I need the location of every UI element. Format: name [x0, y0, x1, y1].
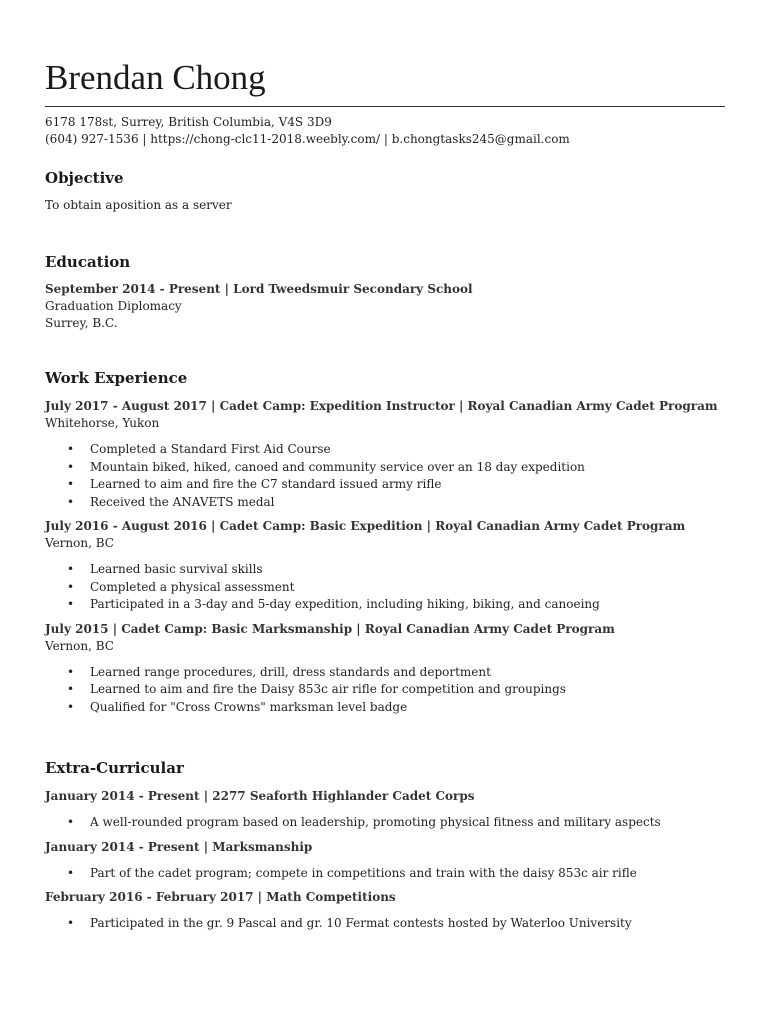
contact-phone-web-email: (604) 927-1536 | https://chong-clc11-2018.weebly.com/ | b.chongtasks245@gmail.com: [45, 132, 570, 146]
contact-block: [45, 114, 725, 148]
resume-page: [45, 58, 725, 148]
bullet-icon: •: [67, 562, 75, 576]
bullet-icon: •: [67, 597, 75, 611]
list-item: • Learned to aim and fire the C7 standard issued army rifle: [45, 476, 725, 494]
job-location: Vernon, BC: [45, 536, 114, 550]
bullet-icon: •: [67, 815, 75, 829]
job-title: July 2017 - August 2017 | Cadet Camp: Expedition Instructor | Royal Canadian Army Cadet Program: [45, 399, 718, 413]
education-section: [45, 252, 725, 332]
objective-text: To obtain aposition as a server: [45, 198, 232, 212]
job-location: Vernon, BC: [45, 638, 114, 653]
job-title: July 2015 | Cadet Camp: Basic Marksmanship | Royal Canadian Army Cadet Program: [45, 621, 615, 636]
job-entry: [45, 518, 725, 614]
objective-heading: Objective: [45, 169, 124, 187]
list-item: • Received the ANAVETS medal: [45, 494, 725, 512]
list-item: • Learned range procedures, drill, dress standards and deportment: [45, 664, 725, 682]
list-item: • Participated in a 3-day and 5-day expedition, including hiking, biking, and canoeing: [45, 596, 725, 614]
bullet-icon: •: [67, 664, 75, 679]
extracurricular-heading: Extra-Curricular: [45, 759, 184, 777]
activity-title: January 2014 - Present | Marksmanship: [45, 839, 313, 854]
contact-address: 6178 178st, Surrey, British Columbia, V4S 3D9: [45, 115, 332, 129]
education-diploma: Graduation Diplomacy: [45, 299, 182, 313]
list-item: • Participated in the gr. 9 Pascal and gr. 10 Fermat contests hosted by Waterloo University: [45, 915, 725, 933]
education-heading: Education: [45, 253, 131, 271]
list-item: • Completed a Standard First Aid Course: [45, 441, 725, 459]
bullet-icon: •: [67, 459, 75, 474]
list-item: • A well-rounded program based on leadership, promoting physical fitness and military aspects: [45, 814, 725, 832]
job-bullets: [45, 561, 725, 614]
list-item: • Mountain biked, hiked, canoed and community service over an 18 day expedition: [45, 459, 725, 477]
activity-title: January 2014 - Present | 2277 Seaforth Highlander Cadet Corps: [45, 789, 475, 803]
job-entry: [45, 621, 725, 717]
list-item: • Part of the cadet program; compete in competitions and train with the daisy 853c air rifle: [45, 865, 725, 883]
list-item: • Qualified for "Cross Crowns" marksman level badge: [45, 699, 725, 717]
job-location: Whitehorse, Yukon: [45, 416, 160, 430]
bullet-icon: •: [67, 699, 75, 714]
activity-bullets: [45, 814, 725, 832]
job-bullets: [45, 664, 725, 717]
work-section: [45, 368, 725, 716]
resume-name: Brendan Chong: [45, 58, 266, 97]
activity-entry: [45, 889, 725, 933]
activity-bullets: [45, 865, 725, 883]
bullet-icon: •: [67, 579, 75, 594]
list-item: • Learned basic survival skills: [45, 561, 725, 579]
list-item: • Learned to aim and fire the Daisy 853c air rifle for competition and groupings: [45, 681, 725, 699]
bullet-icon: •: [67, 682, 75, 696]
objective-section: [45, 168, 725, 214]
extracurricular-section: [45, 758, 725, 933]
list-item: • Completed a physical assessment: [45, 579, 725, 597]
activity-entry: [45, 839, 725, 883]
education-title: September 2014 - Present | Lord Tweedsmuir Secondary School: [45, 282, 473, 296]
bullet-icon: •: [67, 916, 75, 930]
education-location: Surrey, B.C.: [45, 316, 118, 330]
bullet-icon: •: [67, 442, 75, 456]
job-bullets: [45, 441, 725, 511]
bullet-icon: •: [67, 494, 75, 509]
activity-title: February 2016 - February 2017 | Math Competitions: [45, 890, 396, 904]
bullet-icon: •: [67, 865, 75, 880]
job-title: July 2016 - August 2016 | Cadet Camp: Basic Expedition | Royal Canadian Army Cadet Program: [45, 519, 686, 533]
bullet-icon: •: [67, 477, 75, 491]
activity-entry: [45, 788, 725, 832]
header-divider: [45, 106, 725, 107]
job-entry: [45, 398, 725, 511]
work-heading: Work Experience: [45, 369, 188, 387]
activity-bullets: [45, 915, 725, 933]
